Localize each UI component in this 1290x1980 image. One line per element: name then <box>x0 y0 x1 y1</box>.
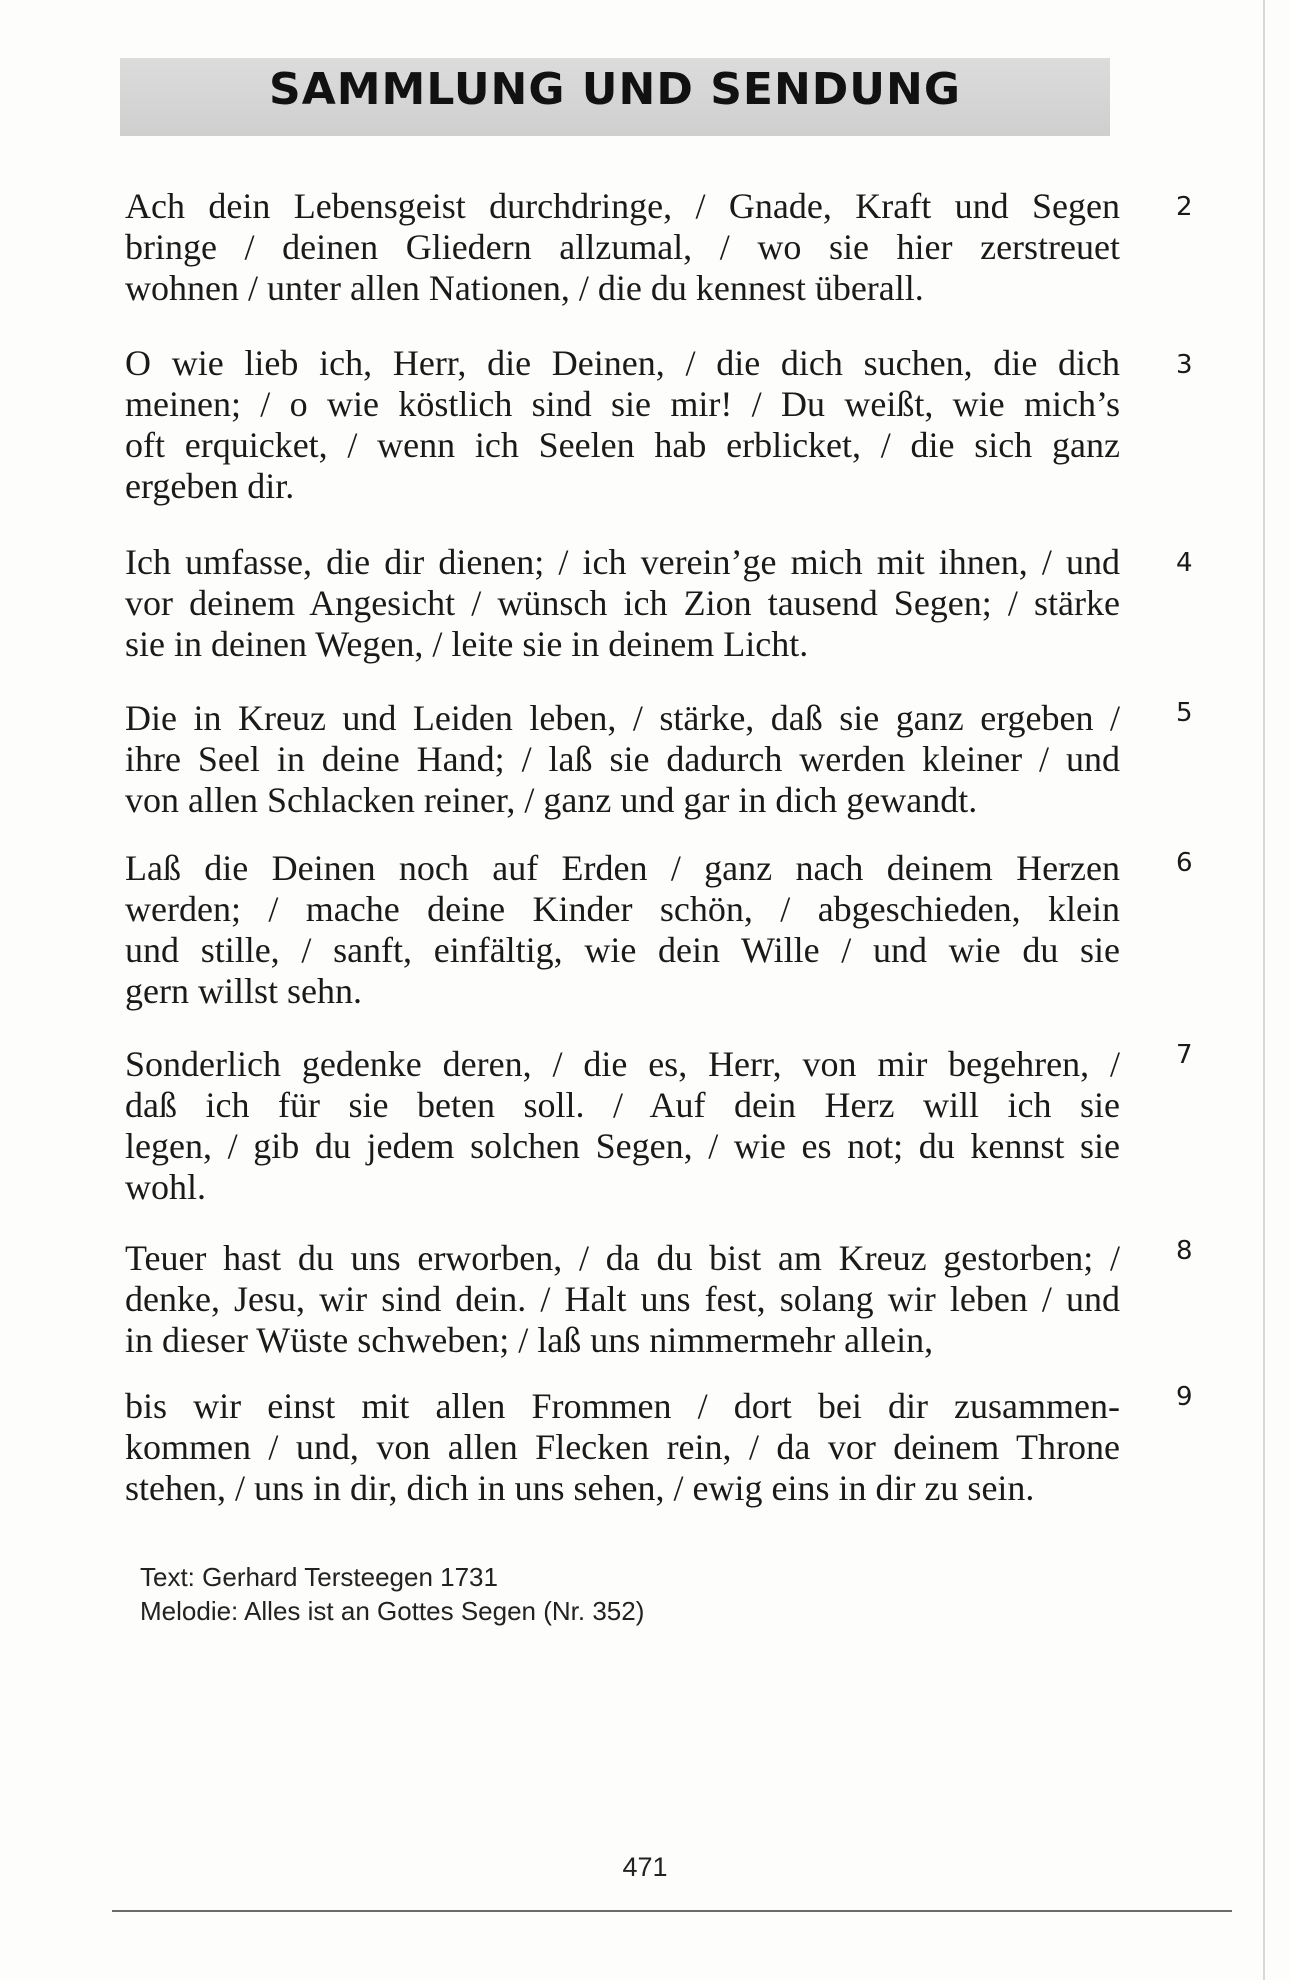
stanza-7 <box>125 1044 1120 1208</box>
stanza-number: 2 <box>1176 192 1193 222</box>
stanza-line: sie in deinen Wegen, / leite sie in deinem Licht. <box>125 624 809 664</box>
stanza-2 <box>125 186 1120 309</box>
stanza-line: legen, / gib du jedem solchen Segen, / wie es not; du kennst sie <box>125 1126 1120 1166</box>
section-title: SAMMLUNG UND SENDUNG <box>269 64 961 115</box>
stanza-line: Teuer hast du uns erworben, / da du bist am Kreuz gestorben; / <box>125 1238 1120 1278</box>
stanza-line: Ach dein Lebensgeist durchdringe, / Gnade, Kraft und Segen <box>125 186 1120 226</box>
stanza-4 <box>125 542 1120 665</box>
stanza-line: von allen Schlacken reiner, / ganz und gar in dich gewandt. <box>125 780 978 820</box>
stanza-line: in dieser Wüste schweben; / laß uns nimmermehr allein, <box>125 1320 934 1360</box>
stanza-line: und stille, / sanft, einfältig, wie dein Wille / und wie du sie <box>125 930 1120 970</box>
text-credit: Text: Gerhard Tersteegen 1731 <box>140 1562 498 1592</box>
stanza-line: wohl. <box>125 1167 206 1207</box>
stanza-line: meinen; / o wie köstlich sind sie mir! / Du weißt, wie mich’s <box>125 384 1120 424</box>
stanza-number: 7 <box>1176 1040 1193 1070</box>
stanza-number: 4 <box>1176 548 1193 578</box>
stanza-line: wohnen / unter allen Nationen, / die du kennest überall. <box>125 268 924 308</box>
stanza-9 <box>125 1386 1120 1509</box>
stanza-line: Sonderlich gedenke deren, / die es, Herr, von mir begehren, / <box>125 1044 1120 1084</box>
stanza-number: 3 <box>1176 350 1193 380</box>
stanza-6 <box>125 848 1120 1012</box>
stanza-number: 5 <box>1176 698 1193 728</box>
stanza-line: denke, Jesu, wir sind dein. / Halt uns fest, solang wir leben / und <box>125 1279 1120 1319</box>
hymn-credits <box>140 1560 644 1628</box>
stanza-line: ihre Seel in deine Hand; / laß sie dadurch werden kleiner / und <box>125 739 1120 779</box>
stanza-3 <box>125 343 1120 507</box>
stanza-line: bis wir einst mit allen Frommen / dort bei dir zusammen- <box>125 1386 1120 1426</box>
stanza-line: bringe / deinen Gliedern allzumal, / wo sie hier zerstreuet <box>125 227 1120 267</box>
melody-credit: Melodie: Alles ist an Gottes Segen (Nr. 352) <box>140 1596 645 1626</box>
page-edge <box>1263 0 1265 1980</box>
stanza-5 <box>125 698 1120 821</box>
footer-rule <box>112 1910 1232 1912</box>
stanza-line: daß ich für sie beten soll. / Auf dein Herz will ich sie <box>125 1085 1120 1125</box>
stanza-line: werden; / mache deine Kinder schön, / abgeschieden, klein <box>125 889 1120 929</box>
stanza-line: Laß die Deinen noch auf Erden / ganz nach deinem Herzen <box>125 848 1120 888</box>
stanza-number: 9 <box>1176 1382 1193 1412</box>
stanza-line: oft erquicket, / wenn ich Seelen hab erblicket, / die sich ganz <box>125 425 1120 465</box>
stanza-line: gern willst sehn. <box>125 971 362 1011</box>
stanza-line: ergeben dir. <box>125 466 295 506</box>
stanza-8 <box>125 1238 1120 1361</box>
stanza-line: stehen, / uns in dir, dich in uns sehen, / ewig eins in dir zu sein. <box>125 1468 1035 1508</box>
stanza-number: 8 <box>1176 1236 1193 1266</box>
stanza-line: kommen / und, von allen Flecken rein, / da vor deinem Throne <box>125 1427 1120 1467</box>
stanza-line: Die in Kreuz und Leiden leben, / stärke, daß sie ganz ergeben / <box>125 698 1120 738</box>
stanza-line: Ich umfasse, die dir dienen; / ich verein’ge mich mit ihnen, / und <box>125 542 1120 582</box>
page-number: 471 <box>622 1852 668 1882</box>
stanza-line: O wie lieb ich, Herr, die Deinen, / die dich suchen, die dich <box>125 343 1120 383</box>
stanza-line: vor deinem Angesicht / wünsch ich Zion tausend Segen; / stärke <box>125 583 1120 623</box>
stanza-number: 6 <box>1176 848 1193 878</box>
